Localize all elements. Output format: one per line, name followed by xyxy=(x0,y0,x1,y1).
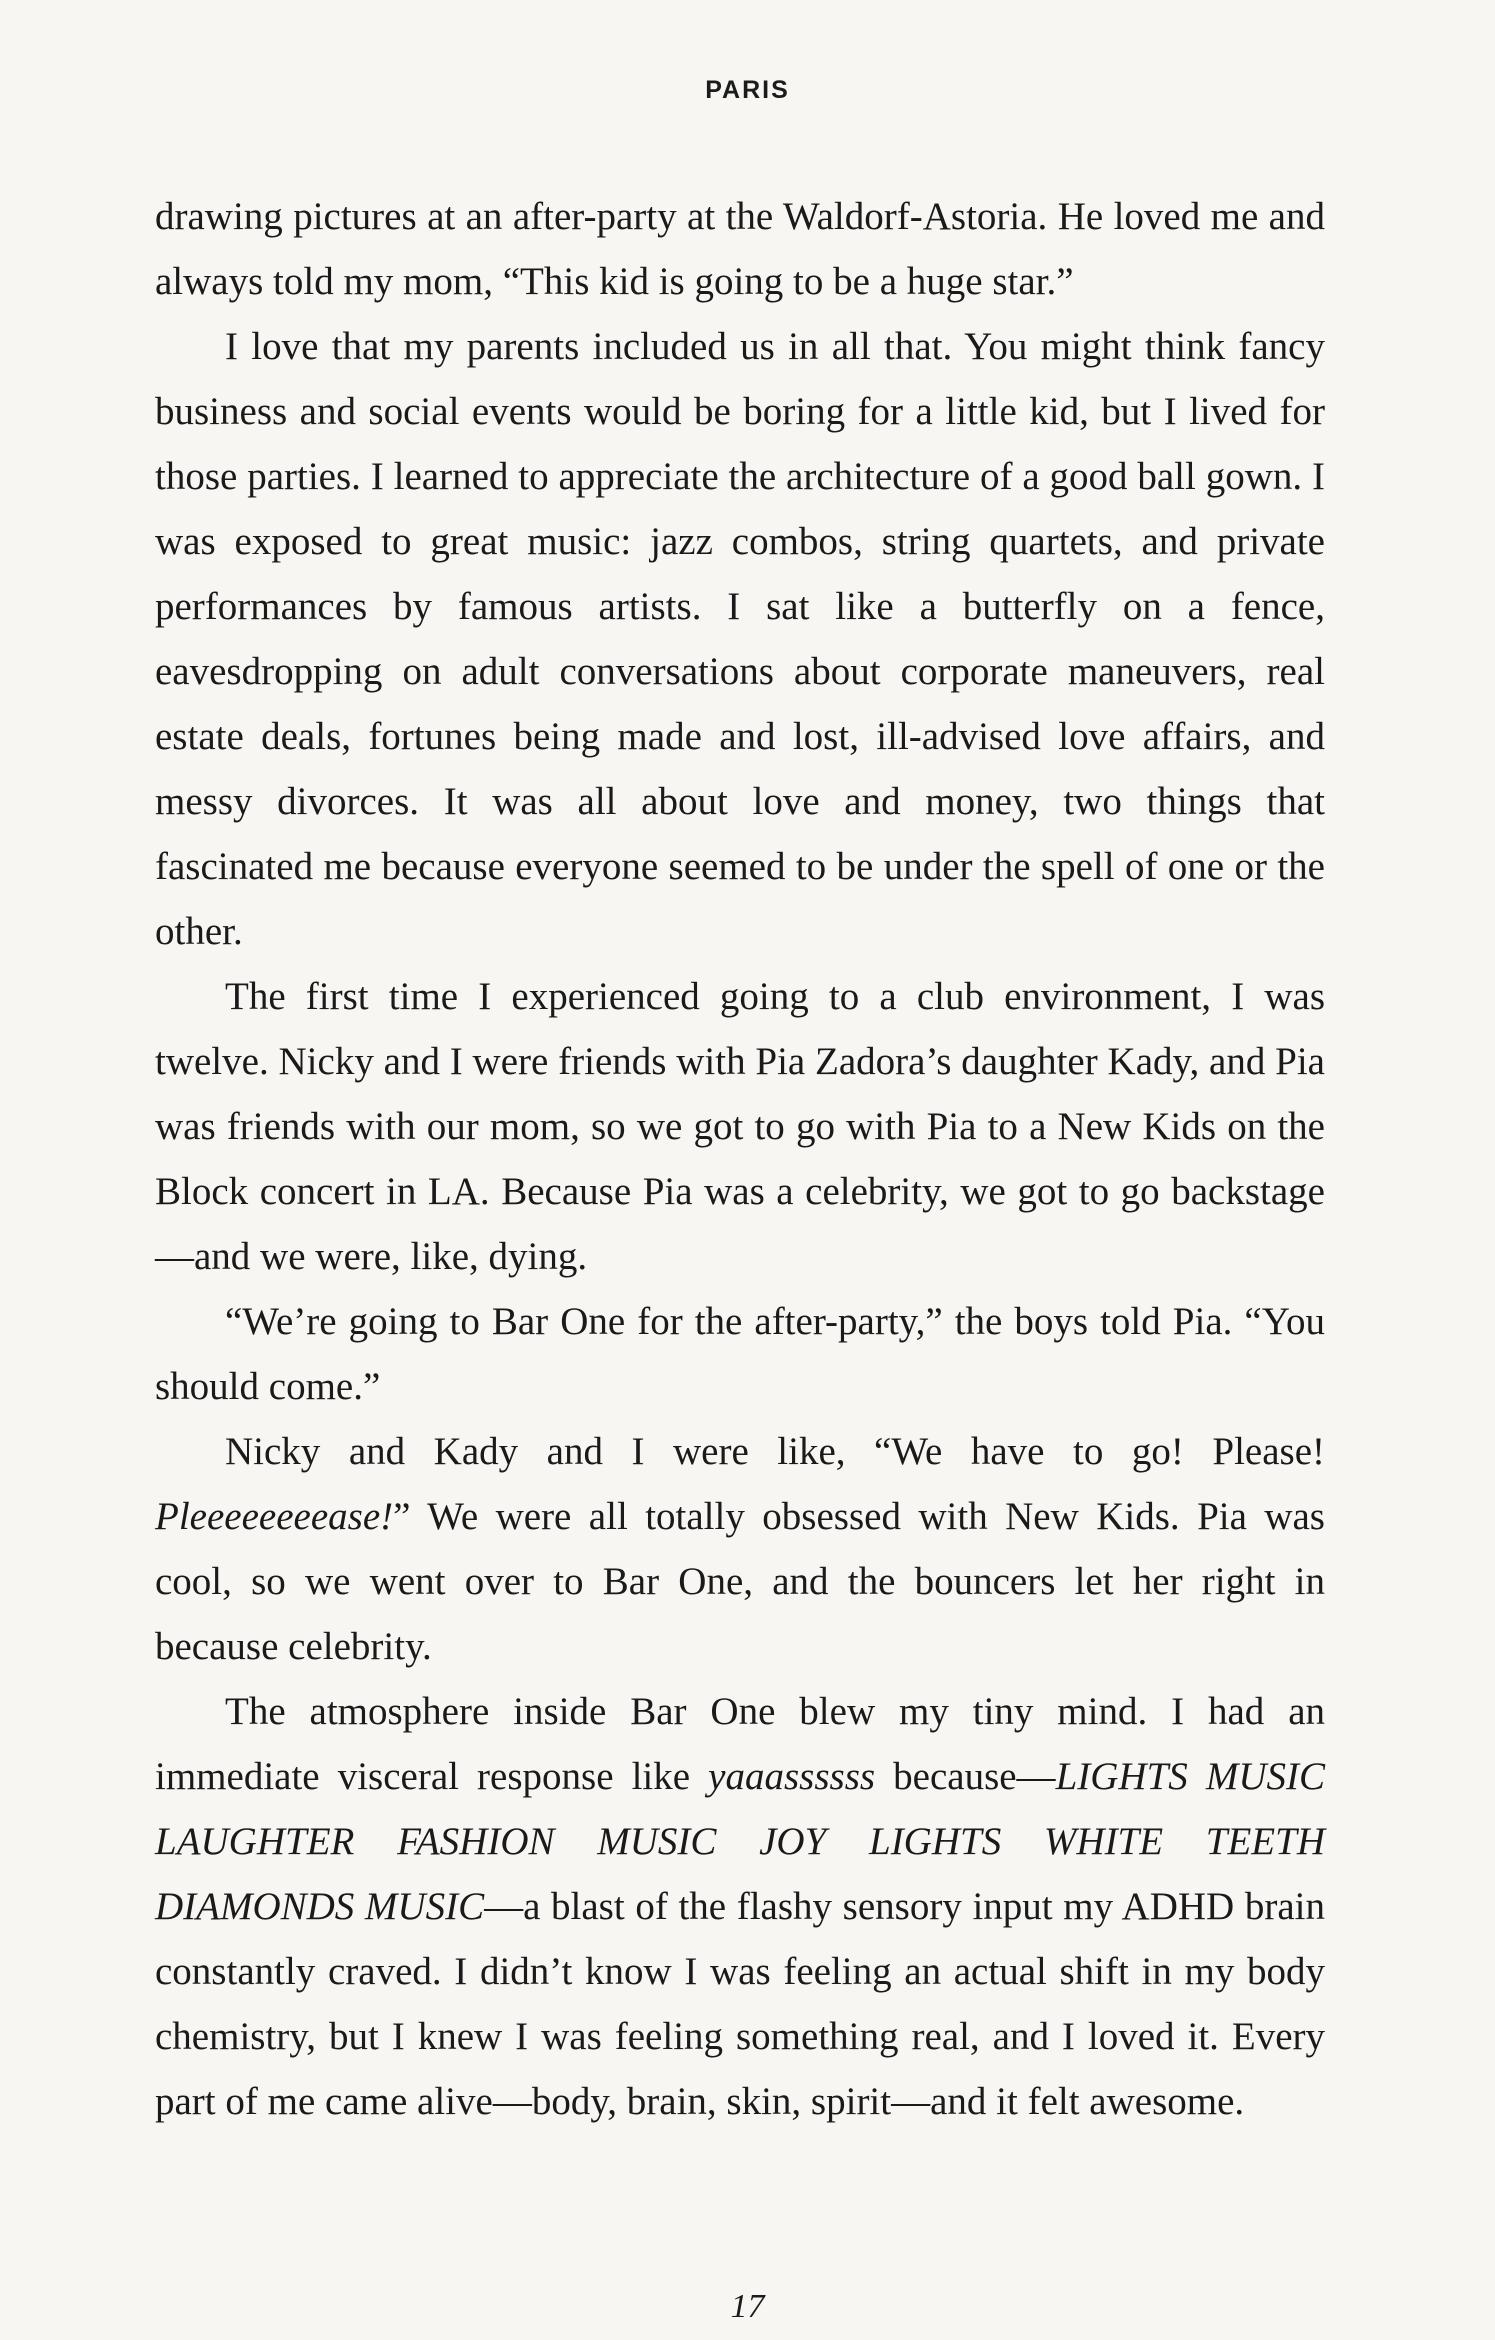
paragraph-continued: drawing pictures at an after-party at the Waldorf-Astoria. He loved me and always told my mom, “This kid is going to be a huge star.” xyxy=(155,195,1325,303)
paragraph-club-first-time: The first time I experienced going to a club environment, I was twelve. Nicky and I were friends with Pia Zadora’s daughter Kady, and Pia was friends with our mom, so we got to go with Pia to a New Kids on the Block concert in LA. Because Pia was a celebrity, we got to go backstage—and we were, like, dying. xyxy=(155,975,1325,1278)
text-run: The atmosphere inside Bar One blew my tiny mind. I had an immediate visceral response like xyxy=(155,1690,1325,1798)
paragraph-bar-one xyxy=(155,1679,1325,2134)
italic-run: LIGHTS MUSIC LAUGHTER FASHION MUSIC JOY LIGHTS WHITE TEETH DIAMONDS MUSIC xyxy=(155,1755,1325,1928)
page-number: 17 xyxy=(730,2288,765,2325)
italic-run: yaaassssss xyxy=(708,1755,876,1798)
text-run: ” We were all totally obsessed with New Kids. Pia was cool, so we went over to Bar One, and the bouncers let her right in because celebrity. xyxy=(155,1495,1325,1668)
paragraph-parties: I love that my parents included us in all that. You might think fancy business and social events would be boring for a little kid, but I lived for those parties. I learned to appreciate the architecture of a good ball gown. I was exposed to great music: jazz combos, string quartets, and private performances by famous artists. I sat like a butterfly on a fence, eavesdropping on adult conversations about corporate maneuvers, real estate deals, fortunes being made and lost, ill-advised love affairs, and messy divorces. It was all about love and money, two things that fascinated me because everyone seemed to be under the spell of one or the other. xyxy=(155,325,1325,953)
body-text xyxy=(155,184,1325,2134)
running-head: PARIS xyxy=(705,76,790,104)
text-run: because— xyxy=(875,1755,1056,1798)
paragraph-please xyxy=(155,1419,1325,1679)
text-run: Nicky and Kady and I were like, “We have to go! Please! xyxy=(225,1430,1325,1473)
paragraph-boys-quote: “We’re going to Bar One for the after-party,” the boys told Pia. “You should come.” xyxy=(155,1300,1325,1408)
italic-run: Pleeeeeeeease! xyxy=(155,1495,394,1538)
text-run: —a blast of the flashy sensory input my ADHD brain constantly craved. I didn’t know I was feeling an actual shift in my body chemistry, but I knew I was feeling something real, and I loved it. Every part of me came alive—body, brain, skin, spirit—and it felt awesome. xyxy=(155,1885,1325,2123)
